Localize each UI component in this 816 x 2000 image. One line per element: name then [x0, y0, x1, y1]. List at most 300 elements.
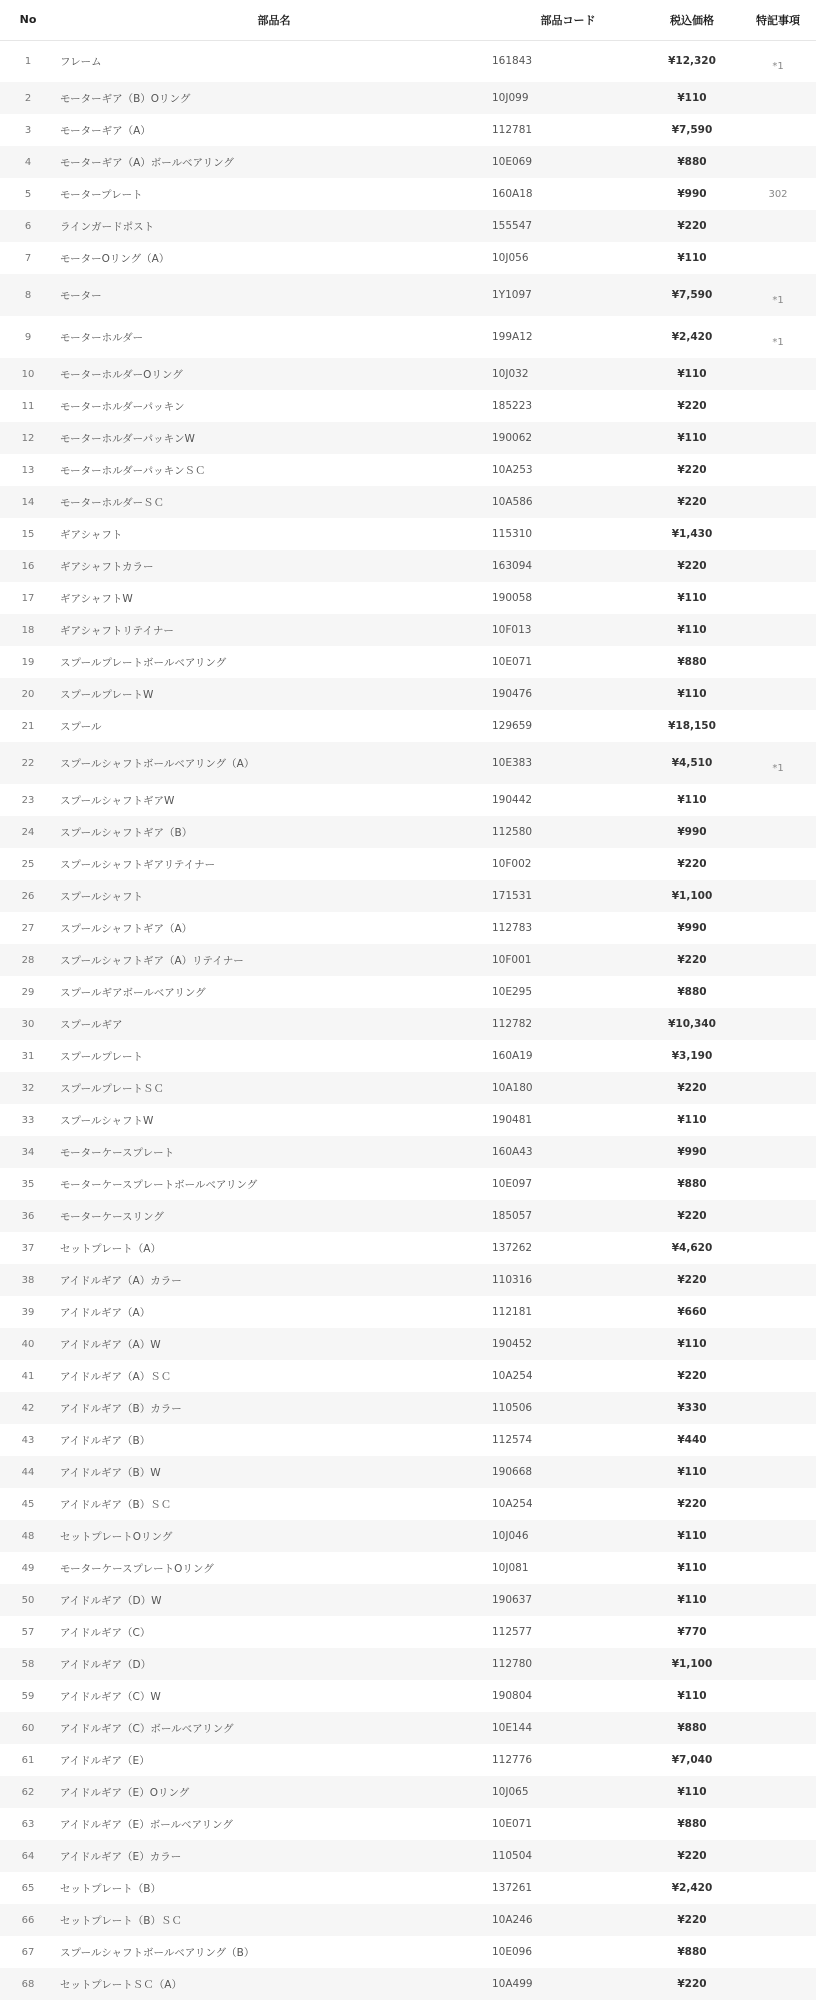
part-name: モーターOリング（A）	[60, 252, 170, 265]
part-price: ¥880	[677, 1178, 707, 1190]
part-number: 42	[21, 1402, 35, 1414]
part-name: セットプレート（B）ＳＣ	[60, 1914, 182, 1927]
part-price: ¥880	[677, 156, 707, 168]
table-row	[0, 82, 816, 114]
part-number: 43	[21, 1434, 35, 1446]
table-row	[0, 1040, 816, 1072]
table-row	[0, 944, 816, 976]
part-code: 10J065	[492, 1786, 529, 1798]
part-number: 3	[24, 124, 32, 136]
part-note	[740, 710, 816, 742]
part-code: 112783	[492, 922, 533, 934]
part-price: ¥220	[677, 1082, 707, 1094]
part-code: 1Y1097	[492, 289, 532, 301]
part-code: 137262	[492, 1242, 533, 1254]
table-row	[0, 1840, 816, 1872]
part-name: セットプレートOリング	[60, 1530, 173, 1543]
part-name: スプールシャフトボールベアリング（A）	[60, 757, 255, 770]
part-name: モーターギア（B）Oリング	[60, 92, 191, 105]
part-name: スプールシャフト	[60, 890, 144, 903]
part-price: ¥880	[677, 656, 707, 668]
part-code: 160A19	[492, 1050, 533, 1062]
part-price: ¥7,040	[671, 1754, 713, 1766]
part-note	[740, 1872, 816, 1904]
part-name: ギアシャフトリテイナー	[60, 624, 174, 637]
part-price: ¥12,320	[668, 55, 716, 68]
part-code: 10A180	[492, 1082, 533, 1094]
part-price: ¥110	[677, 1338, 707, 1350]
table-row	[0, 1392, 816, 1424]
part-number: 21	[21, 720, 35, 732]
part-code: 10J081	[492, 1562, 529, 1574]
part-note	[740, 1008, 816, 1040]
part-name: スプールプレートボールベアリング	[60, 656, 227, 669]
part-note	[740, 614, 816, 646]
part-number: 7	[24, 252, 32, 264]
part-code: 10J099	[492, 92, 529, 104]
part-number: 48	[21, 1530, 35, 1542]
part-code: 110504	[492, 1850, 533, 1862]
part-note	[740, 486, 816, 518]
table-row	[0, 1712, 816, 1744]
part-price: ¥110	[677, 92, 707, 104]
part-number: 18	[21, 624, 35, 636]
part-note	[740, 146, 816, 178]
part-note	[740, 1776, 816, 1808]
part-price: ¥220	[677, 496, 707, 508]
part-price: ¥18,150	[668, 720, 716, 732]
part-note	[740, 518, 816, 550]
part-code: 10F002	[492, 858, 532, 870]
part-note	[740, 1808, 816, 1840]
part-price: ¥990	[677, 826, 707, 838]
part-number: 20	[21, 688, 35, 700]
part-price: ¥3,190	[671, 1050, 713, 1062]
table-row	[0, 1232, 816, 1264]
part-price: ¥990	[677, 922, 707, 934]
part-number: 61	[21, 1754, 35, 1766]
part-code: 112776	[492, 1754, 533, 1766]
part-number: 24	[21, 826, 35, 838]
part-code: 190804	[492, 1690, 533, 1702]
part-note	[740, 1040, 816, 1072]
part-code: 10E144	[492, 1722, 533, 1734]
table-row	[0, 178, 816, 210]
part-note	[740, 848, 816, 880]
part-name: アイドルギア（D）	[60, 1658, 152, 1671]
table-row	[0, 1872, 816, 1904]
part-price: ¥220	[677, 1370, 707, 1382]
table-row	[0, 1648, 816, 1680]
part-note	[740, 1904, 816, 1936]
part-number: 15	[21, 528, 35, 540]
part-number: 40	[21, 1338, 35, 1350]
part-note	[740, 1552, 816, 1584]
part-code: 190481	[492, 1114, 533, 1126]
table-row	[0, 1072, 816, 1104]
part-price: ¥110	[677, 688, 707, 700]
part-number: 65	[21, 1882, 35, 1894]
table-row	[0, 1488, 816, 1520]
part-price: ¥110	[677, 1466, 707, 1478]
table-row	[0, 1008, 816, 1040]
part-price: ¥220	[677, 954, 707, 966]
part-code: 185223	[492, 400, 533, 412]
part-price: ¥110	[677, 1530, 707, 1542]
part-note	[740, 1456, 816, 1488]
table-row	[0, 316, 816, 358]
part-number: 57	[21, 1626, 35, 1638]
part-name: アイドルギア（B）カラー	[60, 1402, 182, 1415]
part-note	[740, 390, 816, 422]
part-code: 137261	[492, 1882, 533, 1894]
part-note: *1	[772, 762, 784, 774]
part-price: ¥220	[677, 560, 707, 572]
part-code: 115310	[492, 528, 533, 540]
part-code: 10F013	[492, 624, 532, 636]
part-number: 13	[21, 464, 35, 476]
part-name: モーターギア（A）ボールベアリング	[60, 156, 234, 169]
table-row	[0, 486, 816, 518]
part-note	[740, 1488, 816, 1520]
table-row	[0, 518, 816, 550]
part-price: ¥110	[677, 432, 707, 444]
part-price: ¥220	[677, 1914, 707, 1926]
part-name: スプール	[60, 720, 102, 733]
part-code: 112577	[492, 1626, 533, 1638]
part-name: ギアシャフト	[60, 528, 123, 541]
part-code: 10E383	[492, 757, 533, 769]
part-note	[740, 358, 816, 390]
part-price: ¥110	[677, 1114, 707, 1126]
part-name: セットプレートＳＣ（A）	[60, 1978, 182, 1991]
part-price: ¥880	[677, 1722, 707, 1734]
table-row	[0, 614, 816, 646]
part-name: スプールギア	[60, 1018, 123, 1031]
part-code: 112580	[492, 826, 533, 838]
part-note	[740, 912, 816, 944]
part-price: ¥110	[677, 368, 707, 380]
part-name: モーターケースプレート	[60, 1146, 175, 1159]
part-note	[740, 454, 816, 486]
part-name: アイドルギア（D）W	[60, 1594, 162, 1607]
part-number: 11	[21, 400, 35, 412]
part-price: ¥220	[677, 220, 707, 232]
part-price: ¥4,620	[671, 1242, 713, 1254]
part-number: 19	[21, 656, 35, 668]
part-note	[740, 1328, 816, 1360]
table-row	[0, 1136, 816, 1168]
part-number: 5	[24, 188, 32, 200]
part-code: 112181	[492, 1306, 533, 1318]
table-row	[0, 40, 816, 82]
part-name: モーターケースリング	[60, 1210, 164, 1223]
table-row	[0, 1776, 816, 1808]
part-code: 160A43	[492, 1146, 533, 1158]
part-note	[740, 1200, 816, 1232]
table-row	[0, 1968, 816, 2000]
part-number: 4	[24, 156, 32, 168]
table-row	[0, 1520, 816, 1552]
part-name: アイドルギア（E）	[60, 1754, 150, 1767]
part-number: 14	[21, 496, 35, 508]
table-row	[0, 784, 816, 816]
part-number: 26	[21, 890, 35, 902]
part-price: ¥220	[677, 858, 707, 870]
part-price: ¥110	[677, 1786, 707, 1798]
part-number: 66	[21, 1914, 35, 1926]
part-price: ¥220	[677, 1274, 707, 1286]
table-row	[0, 848, 816, 880]
part-note	[740, 1520, 816, 1552]
table-row	[0, 1808, 816, 1840]
part-number: 59	[21, 1690, 35, 1702]
part-note	[740, 1936, 816, 1968]
part-number: 36	[21, 1210, 35, 1222]
part-note	[740, 1680, 816, 1712]
part-code: 110506	[492, 1402, 533, 1414]
part-code: 190062	[492, 432, 533, 444]
table-row	[0, 1744, 816, 1776]
part-number: 58	[21, 1658, 35, 1670]
part-number: 50	[21, 1594, 35, 1606]
part-name: スプールシャフトギアW	[60, 794, 175, 807]
part-code: 10E097	[492, 1178, 533, 1190]
part-price: ¥7,590	[671, 289, 713, 301]
part-price: ¥220	[677, 1850, 707, 1862]
part-price: ¥7,590	[671, 124, 713, 136]
part-price: ¥990	[677, 1146, 707, 1158]
part-note	[740, 816, 816, 848]
part-price: ¥10,340	[668, 1018, 716, 1030]
part-price: ¥660	[677, 1306, 707, 1318]
part-note	[740, 1648, 816, 1680]
part-price: ¥1,100	[671, 890, 713, 902]
part-number: 60	[21, 1722, 35, 1734]
part-code: 190452	[492, 1338, 533, 1350]
header-no: No	[0, 0, 56, 40]
part-price: ¥880	[677, 1818, 707, 1830]
part-name: スプールシャフトギア（A）リテイナー	[60, 954, 244, 967]
table-row	[0, 274, 816, 316]
part-name: セットプレート（A）	[60, 1242, 161, 1255]
part-code: 161843	[492, 55, 533, 68]
table-body	[0, 40, 816, 2000]
part-price: ¥2,420	[671, 1882, 713, 1894]
part-note: *1	[772, 60, 784, 72]
table-row	[0, 242, 816, 274]
part-note	[740, 1840, 816, 1872]
part-number: 45	[21, 1498, 35, 1510]
part-number: 25	[21, 858, 35, 870]
part-name: モーターホルダーパッキンＳＣ	[60, 464, 206, 477]
table-row	[0, 1552, 816, 1584]
part-name: アイドルギア（E）Oリング	[60, 1786, 190, 1799]
part-price: ¥4,510	[671, 757, 713, 769]
part-name: モーターホルダー	[60, 331, 144, 344]
part-note	[740, 1360, 816, 1392]
part-name: アイドルギア（C）ボールベアリング	[60, 1722, 234, 1735]
part-note: *1	[772, 294, 784, 306]
part-name: アイドルギア（C）W	[60, 1690, 161, 1703]
part-price: ¥1,430	[671, 528, 713, 540]
part-number: 2	[24, 92, 32, 104]
part-note	[740, 422, 816, 454]
part-code: 10A253	[492, 464, 533, 476]
part-name: アイドルギア（B）	[60, 1434, 151, 1447]
part-price: ¥110	[677, 592, 707, 604]
part-code: 190442	[492, 794, 533, 806]
table-row	[0, 1200, 816, 1232]
part-name: スプールプレートW	[60, 688, 154, 701]
part-number: 16	[21, 560, 35, 572]
table-row	[0, 1104, 816, 1136]
part-code: 190668	[492, 1466, 533, 1478]
part-price: ¥2,420	[671, 331, 713, 343]
table-row	[0, 1296, 816, 1328]
part-name: フレーム	[60, 55, 102, 68]
part-name: スプールシャフトギア（A）	[60, 922, 193, 935]
part-note	[740, 678, 816, 710]
part-name: ギアシャフトカラー	[60, 560, 154, 573]
part-name: スプールシャフトギアリテイナー	[60, 858, 216, 871]
part-note	[740, 1712, 816, 1744]
table-row	[0, 1584, 816, 1616]
part-code: 10E295	[492, 986, 533, 998]
part-note	[740, 1392, 816, 1424]
part-code: 199A12	[492, 331, 533, 343]
part-number: 35	[21, 1178, 35, 1190]
part-note	[740, 976, 816, 1008]
part-number: 63	[21, 1818, 35, 1830]
part-code: 110316	[492, 1274, 533, 1286]
part-code: 171531	[492, 890, 533, 902]
table-row	[0, 880, 816, 912]
part-name: アイドルギア（E）カラー	[60, 1850, 182, 1863]
part-note	[740, 1296, 816, 1328]
part-code: 190637	[492, 1594, 533, 1606]
table-row	[0, 422, 816, 454]
part-number: 10	[21, 368, 35, 380]
part-code: 10A586	[492, 496, 533, 508]
part-code: 10A254	[492, 1370, 533, 1382]
table-row	[0, 678, 816, 710]
part-price: ¥110	[677, 252, 707, 264]
table-row	[0, 742, 816, 784]
part-code: 190058	[492, 592, 533, 604]
part-number: 28	[21, 954, 35, 966]
part-name: セットプレート（B）	[60, 1882, 161, 1895]
part-note	[740, 1424, 816, 1456]
table-row	[0, 1456, 816, 1488]
part-price: ¥110	[677, 624, 707, 636]
part-note	[740, 242, 816, 274]
part-code: 10A246	[492, 1914, 533, 1926]
part-note	[740, 1136, 816, 1168]
part-price: ¥440	[677, 1434, 707, 1446]
part-code: 112574	[492, 1434, 533, 1446]
part-price: ¥330	[677, 1402, 707, 1414]
part-price: ¥1,100	[671, 1658, 713, 1670]
part-name: モーターホルダーOリング	[60, 368, 183, 381]
part-name: アイドルギア（A）W	[60, 1338, 161, 1351]
table-row	[0, 912, 816, 944]
part-code: 10F001	[492, 954, 532, 966]
part-price: ¥880	[677, 986, 707, 998]
part-note	[740, 1072, 816, 1104]
part-note	[740, 1968, 816, 2000]
part-price: ¥220	[677, 1498, 707, 1510]
table-row	[0, 1264, 816, 1296]
part-name: モーターケースプレートボールベアリング	[60, 1178, 258, 1191]
part-name: アイドルギア（E）ボールベアリング	[60, 1818, 233, 1831]
part-name: スプールシャフトW	[60, 1114, 154, 1127]
part-code: 10E096	[492, 1946, 533, 1958]
part-note	[740, 550, 816, 582]
part-code: 10A254	[492, 1498, 533, 1510]
part-price: ¥990	[677, 188, 707, 200]
part-code: 163094	[492, 560, 533, 572]
table-row	[0, 1328, 816, 1360]
part-code: 112780	[492, 1658, 533, 1670]
part-name: モーターギア（A）	[60, 124, 151, 137]
part-number: 31	[21, 1050, 35, 1062]
part-code: 112781	[492, 124, 533, 136]
part-number: 32	[21, 1082, 35, 1094]
table-row	[0, 710, 816, 742]
part-note	[740, 1744, 816, 1776]
part-note	[740, 1584, 816, 1616]
table-row	[0, 114, 816, 146]
table-row	[0, 1616, 816, 1648]
part-note	[740, 784, 816, 816]
table-row	[0, 1360, 816, 1392]
part-name: アイドルギア（B）W	[60, 1466, 161, 1479]
part-name: モーターホルダーＳＣ	[60, 496, 165, 509]
part-number: 17	[21, 592, 35, 604]
part-price: ¥880	[677, 1946, 707, 1958]
part-price: ¥220	[677, 1978, 707, 1990]
part-price: ¥220	[677, 400, 707, 412]
part-number: 8	[24, 289, 32, 301]
part-name: スプールプレート	[60, 1050, 144, 1063]
part-number: 1	[24, 55, 32, 67]
header-row	[0, 0, 816, 40]
part-name: アイドルギア（B）ＳＣ	[60, 1498, 172, 1511]
part-name: アイドルギア（C）	[60, 1626, 151, 1639]
part-name: モーターホルダーパッキンW	[60, 432, 195, 445]
part-code: 155547	[492, 220, 533, 232]
table-row	[0, 1904, 816, 1936]
part-number: 6	[24, 220, 32, 232]
part-number: 27	[21, 922, 35, 934]
part-note	[740, 880, 816, 912]
part-note: *1	[772, 336, 784, 348]
table-row	[0, 1168, 816, 1200]
part-note	[740, 944, 816, 976]
part-note	[740, 1104, 816, 1136]
part-price: ¥220	[677, 464, 707, 476]
part-number: 9	[24, 331, 32, 343]
part-name: ラインガードポスト	[60, 220, 155, 233]
header-notes: 特記事項	[740, 0, 816, 40]
part-number: 68	[21, 1978, 35, 1990]
part-number: 64	[21, 1850, 35, 1862]
part-note	[740, 82, 816, 114]
table-row	[0, 550, 816, 582]
table-row	[0, 582, 816, 614]
table-row	[0, 454, 816, 486]
